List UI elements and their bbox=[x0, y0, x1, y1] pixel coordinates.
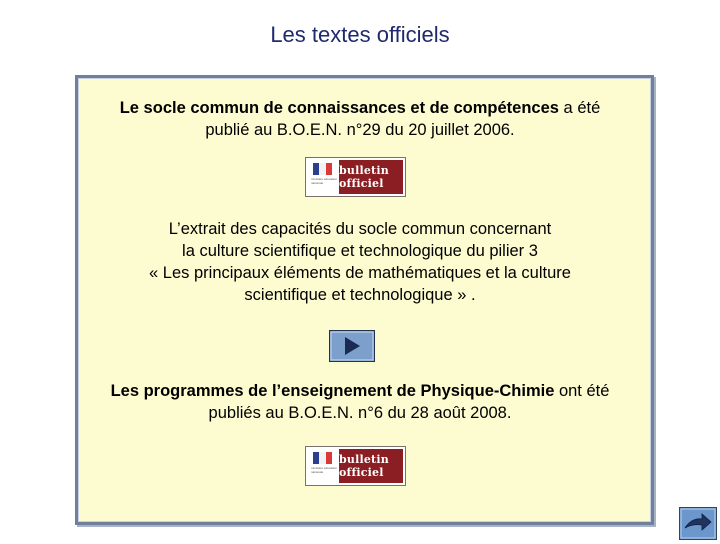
play-icon bbox=[330, 331, 374, 361]
programmes-line-1-rest: ont été bbox=[554, 382, 610, 400]
bulletin-officiel-logo-link-2[interactable] bbox=[305, 446, 406, 486]
extrait-line-2: la culture scientifique et technologique du pilier 3 bbox=[182, 242, 538, 260]
marianne-emblem bbox=[308, 160, 337, 194]
programmes-line-1 bbox=[0, 380, 720, 402]
extrait-line-4: scientifique et technologique » . bbox=[244, 286, 476, 304]
next-slide-button[interactable] bbox=[679, 507, 717, 540]
socle-line-1 bbox=[0, 97, 720, 119]
socle-title: Le socle commun de connaissances et de compétences bbox=[119, 99, 559, 117]
socle-line-1-rest: a été bbox=[558, 99, 601, 117]
page-title: Les textes officiels bbox=[270, 22, 450, 47]
play-button[interactable] bbox=[329, 330, 375, 362]
ministry-small-text: ministère éducation nationale bbox=[311, 177, 338, 185]
socle-line-2: publié au B.O.E.N. n°29 du 20 juillet 2006. bbox=[205, 121, 515, 139]
ministry-small-text: ministère éducation nationale bbox=[311, 466, 338, 474]
programmes-title: Les programmes de l’enseignement de Physique-Chimie bbox=[110, 382, 555, 400]
programmes-line-2: publiés au B.O.E.N. n°6 du 28 août 2008. bbox=[208, 404, 512, 422]
bulletin-officiel-wordmark: bulletin officiel bbox=[339, 160, 403, 194]
bulletin-officiel-wordmark: bulletin officiel bbox=[339, 449, 403, 483]
extrait-line-1: L’extrait des capacités du socle commun concernant bbox=[168, 220, 552, 238]
extrait-line-3: « Les principaux éléments de mathématiques et la culture bbox=[149, 264, 571, 282]
extrait-paragraph bbox=[0, 218, 720, 306]
bulletin-officiel-logo-link-1[interactable] bbox=[305, 157, 406, 197]
french-flag-icon bbox=[313, 163, 332, 175]
programmes-paragraph bbox=[0, 380, 720, 424]
french-flag-icon bbox=[313, 452, 332, 464]
socle-paragraph bbox=[0, 97, 720, 141]
forward-arrow-icon bbox=[680, 508, 716, 539]
marianne-emblem bbox=[308, 449, 337, 483]
